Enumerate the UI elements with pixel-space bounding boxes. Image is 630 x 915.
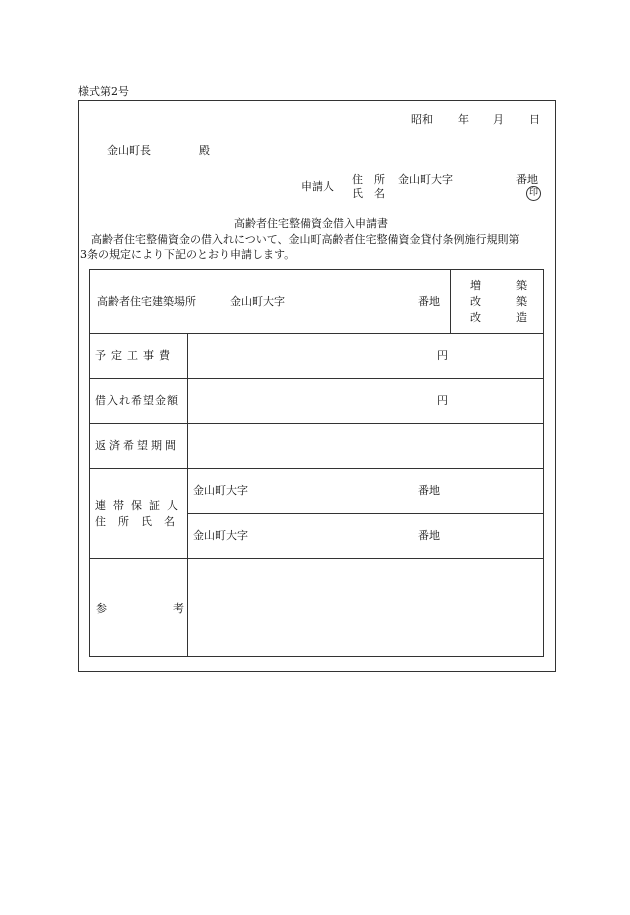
guarantor-1-banchi: 番地 [418, 484, 440, 497]
date-year: 年 [458, 113, 469, 126]
planned-cost-label: 予定工事費 [95, 349, 175, 362]
applicant-label: 申請人 [301, 180, 334, 193]
date-month: 月 [493, 113, 504, 126]
construction-type-a-3: 改 [470, 311, 481, 324]
loan-amount-unit: 円 [437, 394, 448, 407]
addressee-name: 金山町長 [107, 144, 151, 157]
guarantor-label-1: 連帯保証人 [95, 499, 185, 512]
site-banchi: 番地 [418, 295, 440, 308]
addressee-honorific: 殿 [199, 144, 210, 157]
body-line-1: 高齢者住宅整備資金の借入れについて、金山町高齢者住宅整備資金貸付条例施行規則第 [91, 233, 520, 246]
construction-type-a-1: 増 [470, 279, 481, 292]
date-day: 日 [529, 113, 540, 126]
site-label: 高齢者住宅建築場所 [97, 295, 196, 308]
applicant-address-label: 住 所 [352, 173, 385, 186]
construction-type-b-3: 造 [516, 311, 527, 324]
application-table [89, 269, 544, 657]
planned-cost-unit: 円 [437, 349, 448, 362]
remarks-label-b: 考 [173, 602, 184, 615]
applicant-address-value: 金山町大字 [398, 173, 453, 186]
remarks-label-a: 参 [96, 602, 107, 615]
guarantor-label-2: 住所氏名 [95, 515, 187, 528]
document-title: 高齢者住宅整備資金借入申請書 [234, 217, 388, 230]
guarantor-2-banchi: 番地 [418, 529, 440, 542]
construction-type-b-2: 築 [516, 295, 527, 308]
form-number: 様式第2号 [78, 85, 129, 98]
date-era: 昭和 [411, 113, 433, 126]
applicant-banchi: 番地 [516, 173, 538, 186]
guarantor-1-address: 金山町大字 [193, 484, 248, 497]
body-line-2: 3条の規定により下記のとおり申請します。 [80, 248, 296, 261]
applicant-name-label: 氏 名 [352, 187, 385, 200]
site-value: 金山町大字 [230, 295, 285, 308]
guarantor-2-address: 金山町大字 [193, 529, 248, 542]
construction-type-b-1: 築 [516, 279, 527, 292]
repayment-period-label: 返済希望期間 [95, 439, 179, 452]
construction-type-a-2: 改 [470, 295, 481, 308]
seal-mark: 印 [526, 186, 541, 201]
loan-amount-label: 借入れ希望金額 [95, 394, 179, 407]
